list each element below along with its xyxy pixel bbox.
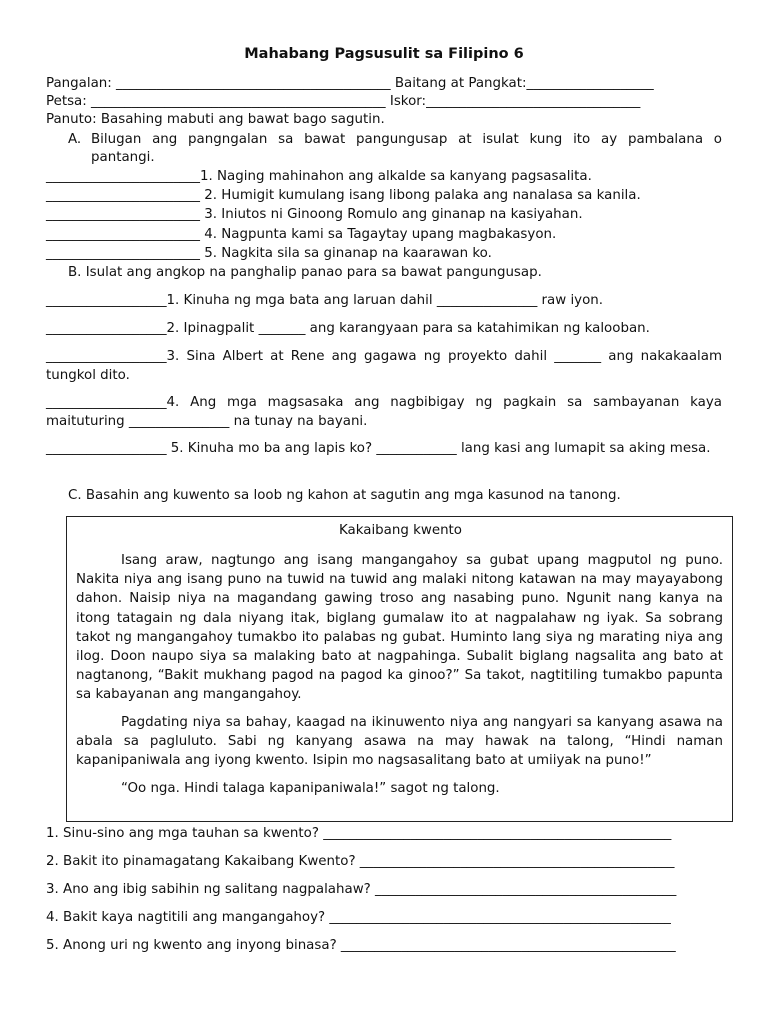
section-a-item-4[interactable]: _______________________ 4. Nagpunta kami sa Tagaytay upang magbakasyon.	[46, 227, 557, 242]
question-4[interactable]: 4. Bakit kaya nagtitili ang mangangahoy? ___________________________________________________	[46, 910, 671, 925]
section-a-instruction-2: pantangi.	[91, 150, 155, 165]
story-paragraph-1: Isang araw, nagtungo ang isang mangangahoy sa gubat upang magputol ng puno. Nakita niya ang isang puno na tuwid na tuwid ang malaki nitong katawan na may mayayabong dahon. Naisip niya na magandang gawing troso ang nasabing puno. Ngunit nang kanya na itong tatagain ng dala niyang itak, biglang gumalaw ito at nagpalahaw ng iyak. Sa sobrang takot ng mangangahoy tumakbo ito palabas ng gubat. Huminto lang siya ng marating niya ang ilog. Doon naupo siya sa malaking bato at nagpahinga. Subalit biglang nagsalita ang bato at nagtanong, “Bakit mukhang pagod na pagod ka ginoo?” Sa takot, nagtitiling tumakbo papunta sa kabayanan ang mangangahoy.	[76, 553, 723, 703]
name-grade-line[interactable]: Pangalan: _________________________________________ Baitang at Pangkat:___________________	[46, 76, 654, 91]
section-a-item-3[interactable]: _______________________ 3. Iniutos ni Ginoong Romulo ang ginanap na kasiyahan.	[46, 207, 583, 222]
section-b-item-2[interactable]: __________________2. Ipinagpalit _______ ang karangyaan para sa katahimikan ng kalooban.	[46, 321, 650, 336]
directions: Panuto: Basahing mabuti ang bawat bago sagutin.	[46, 112, 385, 127]
story-title: Kakaibang kwento	[338, 523, 463, 538]
question-1[interactable]: 1. Sinu-sino ang mga tauhan sa kwento? ____________________________________________________	[46, 826, 672, 841]
section-b-item-5[interactable]: __________________ 5. Kinuha mo ba ang lapis ko? ____________ lang kasi ang lumapit sa aking mesa.	[46, 441, 711, 456]
section-a-item-1[interactable]: _______________________1. Naging mahinahon ang alkalde sa kanyang pagsasalita.	[46, 169, 592, 184]
question-2[interactable]: 2. Bakit ito pinamagatang Kakaibang Kwento? _______________________________________________	[46, 854, 675, 869]
section-c-instruction: C. Basahin ang kuwento sa loob ng kahon at sagutin ang mga kasunod na tanong.	[68, 488, 621, 503]
section-a-item-2[interactable]: _______________________ 2. Humigit kumulang isang libong palaka ang nanalasa sa kanila.	[46, 188, 641, 203]
section-a-item-5[interactable]: _______________________ 5. Nagkita sila sa ginanap na kaarawan ko.	[46, 246, 492, 261]
question-5[interactable]: 5. Anong uri ng kwento ang inyong binasa? __________________________________________________	[46, 938, 676, 953]
section-a-label: A.	[68, 132, 82, 147]
section-b-item-3[interactable]: __________________3. Sina Albert at Rene ang gagawa ng proyekto dahil _______ ang nakakaalam tungkol dito.	[46, 349, 722, 383]
story-paragraph-3: “Oo nga. Hindi talaga kapanipaniwala!” sagot ng talong.	[121, 781, 500, 796]
story-box	[66, 516, 733, 822]
section-b-item-1[interactable]: __________________1. Kinuha ng mga bata ang laruan dahil _______________ raw iyon.	[46, 293, 604, 308]
story-paragraph-2: Pagdating niya sa bahay, kaagad na ikinuwento niya ang nangyari sa kanyang asawa na abala sa pagluluto. Sabi ng kanyang asawa na may hawak na talong, “Hindi naman kapanipaniwala ang iyong kwento. Isipin mo nagsasalitang bato at umiiyak na puno!”	[76, 715, 723, 769]
question-3[interactable]: 3. Ano ang ibig sabihin ng salitang nagpalahaw? _____________________________________________	[46, 882, 677, 897]
section-b-item-4[interactable]: __________________4. Ang mga magsasaka ang nagbibigay ng pagkain sa sambayanan kaya maituturing _______________ na tunay na bayani.	[46, 395, 722, 429]
date-score-line[interactable]: Petsa: ____________________________________________ Iskor:________________________________	[46, 94, 641, 109]
page-title: Mahabang Pagsusulit sa Filipino 6	[244, 46, 524, 62]
section-a-instruction-1: Bilugan ang pangngalan sa bawat pangungusap at isulat kung ito ay pambalana o	[91, 132, 722, 147]
section-b-instruction: B. Isulat ang angkop na panghalip panao para sa bawat pangungusap.	[68, 265, 542, 280]
